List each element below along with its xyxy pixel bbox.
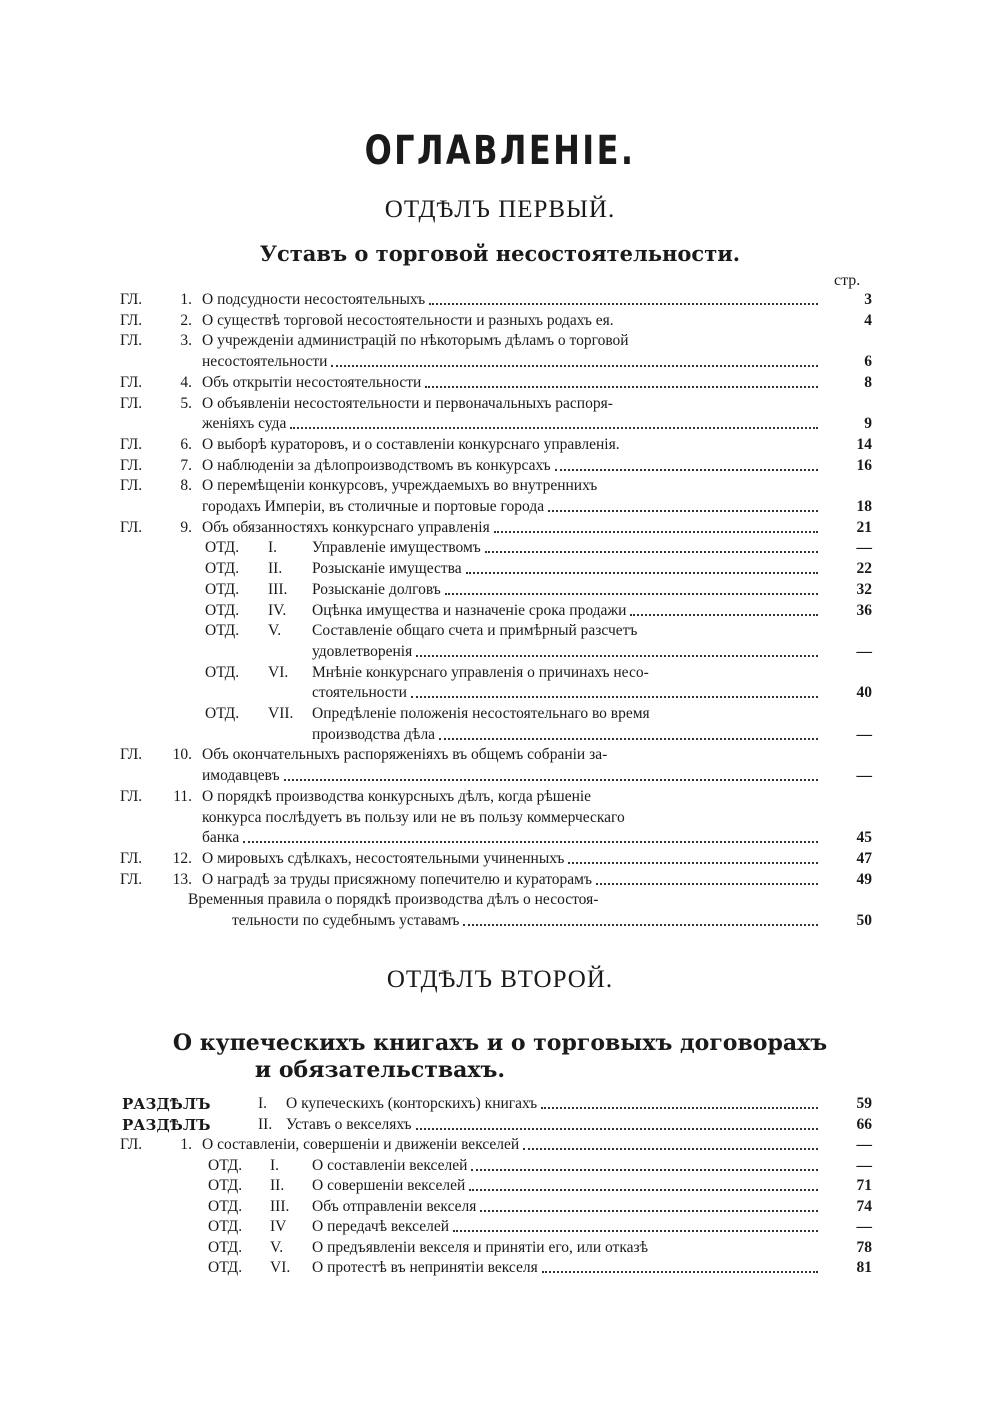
entry-title	[312, 601, 822, 621]
entry-text: О порядкѣ производства конкурсныхъ дѣлъ, когда рѣшеніе	[202, 787, 592, 805]
entry-label: РАЗДѢЛЪ	[122, 1095, 211, 1113]
entry-text: несостоятельности	[202, 353, 328, 371]
dot-leader	[542, 1258, 818, 1273]
toc-entry	[0, 601, 1000, 621]
entry-title	[312, 663, 822, 683]
toc-entry	[0, 808, 1000, 828]
toc-entry	[0, 414, 1000, 434]
entry-text: Мнѣніе конкурснаго управленія о причинахъ несо-	[312, 663, 649, 681]
toc-entry	[0, 766, 1000, 786]
entry-text: Опредѣленіе положенія несостоятельнаго во время	[312, 705, 650, 722]
entry-text: Розысканіе имущества	[312, 560, 462, 578]
entry-page: —	[856, 1136, 872, 1153]
entry-page: 74	[856, 1197, 872, 1215]
entry-page: 81	[856, 1259, 872, 1276]
entry-label: ГЛ.	[120, 291, 143, 308]
entry-text: Оцѣнка имущества и назначеніе срока продажи	[312, 601, 627, 619]
entry-label: ГЛ.	[120, 435, 143, 453]
toc-entry	[0, 787, 1000, 807]
entry-text: Объ окончательныхъ распоряженіяхъ въ общемъ собраніи за-	[202, 746, 608, 764]
entry-page: 45	[856, 829, 872, 847]
toc-entry	[0, 642, 1000, 662]
entry-text: О купеческихъ (конторскихъ) книгахъ	[286, 1095, 538, 1112]
entry-page: 71	[856, 1177, 872, 1194]
toc-entry	[0, 373, 1000, 393]
dot-leader	[463, 911, 818, 926]
toc-entry	[0, 394, 1000, 414]
entry-label: ОТД.	[205, 663, 240, 681]
entry-title	[202, 456, 822, 476]
entry-title	[202, 828, 822, 848]
entry-page: —	[856, 1218, 872, 1235]
dot-leader	[568, 849, 818, 864]
toc-entry	[0, 1238, 1000, 1258]
dot-leader	[548, 497, 818, 512]
entry-label: ОТД.	[208, 1197, 243, 1215]
entry-title	[202, 290, 822, 310]
entry-page: 66	[856, 1115, 872, 1133]
entry-page: 9	[864, 415, 872, 433]
entry-number: I.	[270, 1156, 280, 1174]
toc-entry	[0, 456, 1000, 476]
entry-text: имодавцевъ	[202, 767, 280, 785]
entry-title	[312, 1217, 822, 1237]
dot-leader	[411, 683, 818, 698]
entry-page: 47	[856, 849, 872, 867]
entry-title	[312, 1238, 822, 1258]
dot-leader	[453, 1217, 818, 1232]
entry-label: ОТД.	[205, 601, 240, 619]
toc-entry	[0, 725, 1000, 745]
entry-title	[202, 414, 822, 434]
entry-text: О учрежденіи администрацій по нѣкоторымъ дѣламъ о торговой	[202, 332, 629, 350]
entry-title	[202, 745, 822, 765]
part2-subtitle-line1: О купеческихъ книгахъ и о торговыхъ договорахъ	[172, 1030, 828, 1056]
entry-label: ОТД.	[208, 1238, 243, 1256]
toc-entry	[0, 1156, 1000, 1176]
toc-entry	[0, 1135, 1000, 1155]
entry-number: 11.	[173, 787, 192, 805]
entry-label: ОТД.	[205, 539, 240, 557]
entry-text: О передачѣ векселей	[312, 1218, 450, 1235]
dot-leader	[416, 1115, 818, 1130]
entry-number: 1.	[180, 291, 192, 308]
entry-title	[202, 1135, 822, 1155]
entry-label: ГЛ.	[120, 1136, 143, 1153]
entry-title	[312, 1197, 822, 1217]
entry-page: —	[856, 539, 872, 557]
entry-page: 8	[864, 373, 872, 391]
dot-leader	[494, 518, 818, 533]
entry-number: 8.	[180, 477, 192, 495]
entry-title	[202, 476, 822, 496]
toc-entry	[0, 828, 1000, 848]
dot-leader	[469, 1176, 818, 1191]
toc-entry	[0, 1176, 1000, 1196]
entry-text: стоятельности	[312, 684, 407, 702]
entry-number: I.	[268, 539, 278, 557]
entry-page: 22	[856, 560, 872, 578]
dot-leader	[243, 828, 818, 843]
entry-title	[202, 435, 822, 455]
entry-number: VII.	[268, 705, 294, 722]
page-title: ОГЛАВЛЕНІЕ.	[364, 128, 636, 174]
toc-entry	[0, 1258, 1000, 1278]
entry-title	[312, 683, 822, 703]
entry-page: 14	[856, 435, 872, 453]
dot-leader	[284, 766, 818, 781]
entry-label: ОТД.	[205, 705, 240, 722]
entry-text: Управленіе имуществомъ	[312, 539, 481, 557]
entry-number: V.	[268, 622, 282, 640]
entry-page: —	[856, 767, 872, 785]
toc-entry	[0, 745, 1000, 765]
dot-leader	[596, 870, 818, 885]
entry-title	[312, 725, 822, 745]
entry-number: I.	[258, 1095, 268, 1112]
entry-number: 12.	[172, 849, 192, 867]
entry-page: 6	[864, 353, 872, 371]
entry-label: ОТД.	[205, 622, 240, 640]
entry-number: IV.	[268, 601, 287, 619]
entry-text: женіяхъ суда	[202, 415, 287, 433]
entry-label: РАЗДѢЛЪ	[122, 1115, 211, 1134]
dot-leader	[439, 725, 818, 740]
dot-leader	[541, 1094, 818, 1109]
toc-entry	[0, 911, 1000, 931]
toc-entry	[0, 518, 1000, 538]
entry-title	[202, 373, 822, 393]
entry-page: —	[856, 725, 872, 743]
part2-subtitle-line2: и обязательствахъ.	[254, 1057, 506, 1083]
entry-label: ГЛ.	[120, 373, 143, 391]
entry-number: II.	[258, 1115, 273, 1133]
entry-number: III.	[270, 1197, 290, 1215]
entry-title	[202, 849, 822, 869]
entry-title	[202, 352, 822, 372]
toc-entry	[0, 538, 1000, 558]
entry-text: городахъ Имперіи, въ столичные и портовые города	[202, 498, 545, 515]
entry-text: О подсудности несостоятельныхъ	[202, 291, 426, 308]
entry-label: ГЛ.	[120, 456, 143, 474]
part1-heading: ОТДѢЛЪ ПЕРВЫЙ.	[384, 196, 616, 223]
entry-label: ОТД.	[208, 1218, 243, 1235]
entry-text: Составленіе общаго счета и примѣрный разсчетъ	[312, 622, 638, 640]
entry-text: Розысканіе долговъ	[312, 580, 441, 598]
entry-page: 3	[864, 291, 872, 308]
entry-title	[312, 559, 822, 579]
toc-entry	[0, 663, 1000, 683]
toc-entry	[0, 849, 1000, 869]
entry-label: ГЛ.	[120, 746, 143, 764]
entry-page: 4	[864, 311, 872, 329]
entry-number: V.	[270, 1238, 284, 1256]
entry-number: VI.	[270, 1259, 291, 1276]
entry-text: О наградѣ за труды присяжному попечителю и кураторамъ	[202, 870, 592, 888]
entry-label: ОТД.	[205, 580, 240, 598]
entry-page: —	[856, 642, 872, 660]
entry-label: ГЛ.	[120, 332, 143, 350]
entry-text: Временныя правила о порядкѣ производства дѣлъ о несостоя-	[188, 891, 599, 909]
dot-leader	[290, 414, 818, 429]
dot-leader	[485, 538, 818, 553]
entry-text: Уставъ о векселяхъ	[286, 1115, 412, 1133]
entry-text: Объ обязанностяхъ конкурснаго управленія	[202, 518, 490, 536]
entry-title	[202, 787, 822, 807]
entry-number: II.	[270, 1177, 285, 1194]
entry-text: О объявленіи несостоятельности и первоначальныхъ распоря-	[202, 394, 613, 412]
entry-text: удовлетворенія	[312, 642, 413, 660]
entry-text: О составленіи векселей	[312, 1156, 468, 1174]
entry-number: II.	[268, 560, 283, 578]
entry-text: производства дѣла	[312, 725, 436, 743]
entry-text: О протестѣ въ непринятіи векселя	[312, 1259, 538, 1276]
entry-number: 2.	[180, 311, 192, 329]
entry-number: 1.	[180, 1136, 192, 1153]
entry-title	[312, 538, 822, 558]
toc-entry	[0, 683, 1000, 703]
toc-entry	[0, 580, 1000, 600]
entry-title	[312, 621, 822, 641]
entry-number: 6.	[180, 435, 192, 453]
entry-number: III.	[268, 580, 288, 598]
entry-text: О выборѣ кураторовъ, и о составленіи конкурснаго управленія.	[202, 435, 620, 453]
toc-entry	[0, 1217, 1000, 1237]
entry-title	[312, 580, 822, 600]
entry-title	[202, 394, 822, 414]
dot-leader	[630, 601, 818, 616]
dot-leader	[480, 1197, 818, 1212]
toc-entry	[0, 331, 1000, 351]
entry-label: ГЛ.	[120, 311, 143, 329]
entry-title	[286, 1115, 822, 1135]
entry-label: ГЛ.	[120, 849, 143, 867]
entry-page: 36	[856, 601, 872, 619]
toc-entry	[0, 870, 1000, 890]
dot-leader	[416, 642, 818, 657]
entry-page: —	[856, 1156, 872, 1174]
entry-title	[188, 890, 822, 910]
entry-label: ГЛ.	[120, 394, 143, 412]
entry-text: тельности по судебнымъ уставамъ	[232, 912, 460, 929]
toc-entry	[0, 352, 1000, 372]
toc-entry	[0, 1197, 1000, 1217]
dot-leader	[555, 456, 818, 471]
entry-text: О перемѣщеніи конкурсовъ, учреждаемыхъ во внутреннихъ	[202, 477, 598, 495]
entry-page: 40	[856, 684, 872, 702]
entry-text: Объ открытіи несостоятельности	[202, 373, 422, 391]
dot-leader	[445, 580, 818, 595]
entry-page: 59	[856, 1095, 872, 1112]
entry-number: 7.	[180, 456, 192, 474]
entry-number: VI.	[268, 663, 289, 681]
toc-entry	[0, 621, 1000, 641]
entry-text: О предъявленіи векселя и принятіи его, или отказѣ	[312, 1238, 649, 1256]
dot-leader	[523, 1135, 818, 1150]
entry-number: 4.	[180, 373, 192, 391]
entry-number: IV	[270, 1218, 287, 1235]
entry-number: 9.	[180, 518, 192, 536]
entry-page: 32	[856, 580, 872, 598]
toc-entry	[0, 476, 1000, 496]
entry-title	[232, 911, 822, 931]
entry-title	[312, 642, 822, 662]
entry-title	[202, 331, 822, 351]
entry-page: 78	[856, 1238, 872, 1256]
entry-label: ОТД.	[208, 1259, 243, 1276]
entry-title	[202, 311, 822, 331]
entry-title	[202, 518, 822, 538]
page-column-label: стр.	[834, 272, 861, 289]
entry-text: О наблюденіи за дѣлопроизводствомъ въ конкурсахъ	[202, 456, 551, 474]
entry-title	[202, 870, 822, 890]
entry-title	[286, 1094, 822, 1114]
toc-entry	[0, 1115, 1000, 1135]
entry-title	[312, 1156, 822, 1176]
entry-label: ОТД.	[208, 1177, 243, 1194]
entry-title	[312, 1176, 822, 1196]
entry-number: 5.	[180, 394, 192, 412]
entry-label: ОТД.	[205, 560, 240, 578]
entry-title	[202, 497, 822, 517]
dot-leader	[466, 559, 818, 574]
toc-entry	[0, 290, 1000, 310]
dot-leader	[429, 290, 818, 305]
entry-page: 49	[856, 870, 872, 888]
entry-text: О мировыхъ сдѣлкахъ, несостоятельными учиненныхъ	[202, 849, 565, 867]
entry-title	[312, 704, 822, 724]
entry-number: 10.	[172, 746, 192, 764]
toc-entry	[0, 559, 1000, 579]
entry-title	[202, 808, 822, 828]
entry-label: ГЛ.	[120, 518, 143, 536]
entry-page: 16	[856, 456, 872, 474]
entry-number: 3.	[180, 332, 192, 350]
entry-text: О совершеніи векселей	[312, 1177, 466, 1194]
entry-label: ГЛ.	[120, 870, 143, 888]
toc-entry	[0, 497, 1000, 517]
entry-text: О составленіи, совершеніи и движеніи векселей	[202, 1136, 520, 1153]
toc-entry	[0, 435, 1000, 455]
toc-entry	[0, 1094, 1000, 1114]
entry-text: Объ отправленіи векселя	[312, 1197, 477, 1215]
part1-subtitle: Уставъ о торговой несостоятельности.	[259, 241, 741, 266]
dot-leader	[471, 1156, 818, 1171]
entry-label: ОТД.	[208, 1156, 243, 1174]
toc-entry	[0, 311, 1000, 331]
entry-text: банка	[202, 829, 240, 847]
toc-entry	[0, 704, 1000, 724]
part2-heading: ОТДѢЛЪ ВТОРОЙ.	[386, 966, 614, 993]
entry-number: 13.	[172, 870, 192, 888]
entry-page: 50	[856, 912, 872, 929]
entry-page: 21	[856, 518, 872, 536]
entry-text: конкурса послѣдуетъ въ пользу или не въ пользу коммерческаго	[202, 808, 625, 826]
entry-text: О существѣ торговой несостоятельности и разныхъ родахъ ея.	[202, 311, 614, 329]
entry-label: ГЛ.	[120, 787, 143, 805]
entry-page: 18	[856, 498, 872, 515]
toc-entry	[0, 890, 1000, 910]
entry-title	[202, 766, 822, 786]
dot-leader	[331, 352, 818, 367]
entry-title	[312, 1258, 822, 1278]
entry-label: ГЛ.	[120, 477, 143, 495]
dot-leader	[425, 373, 818, 388]
